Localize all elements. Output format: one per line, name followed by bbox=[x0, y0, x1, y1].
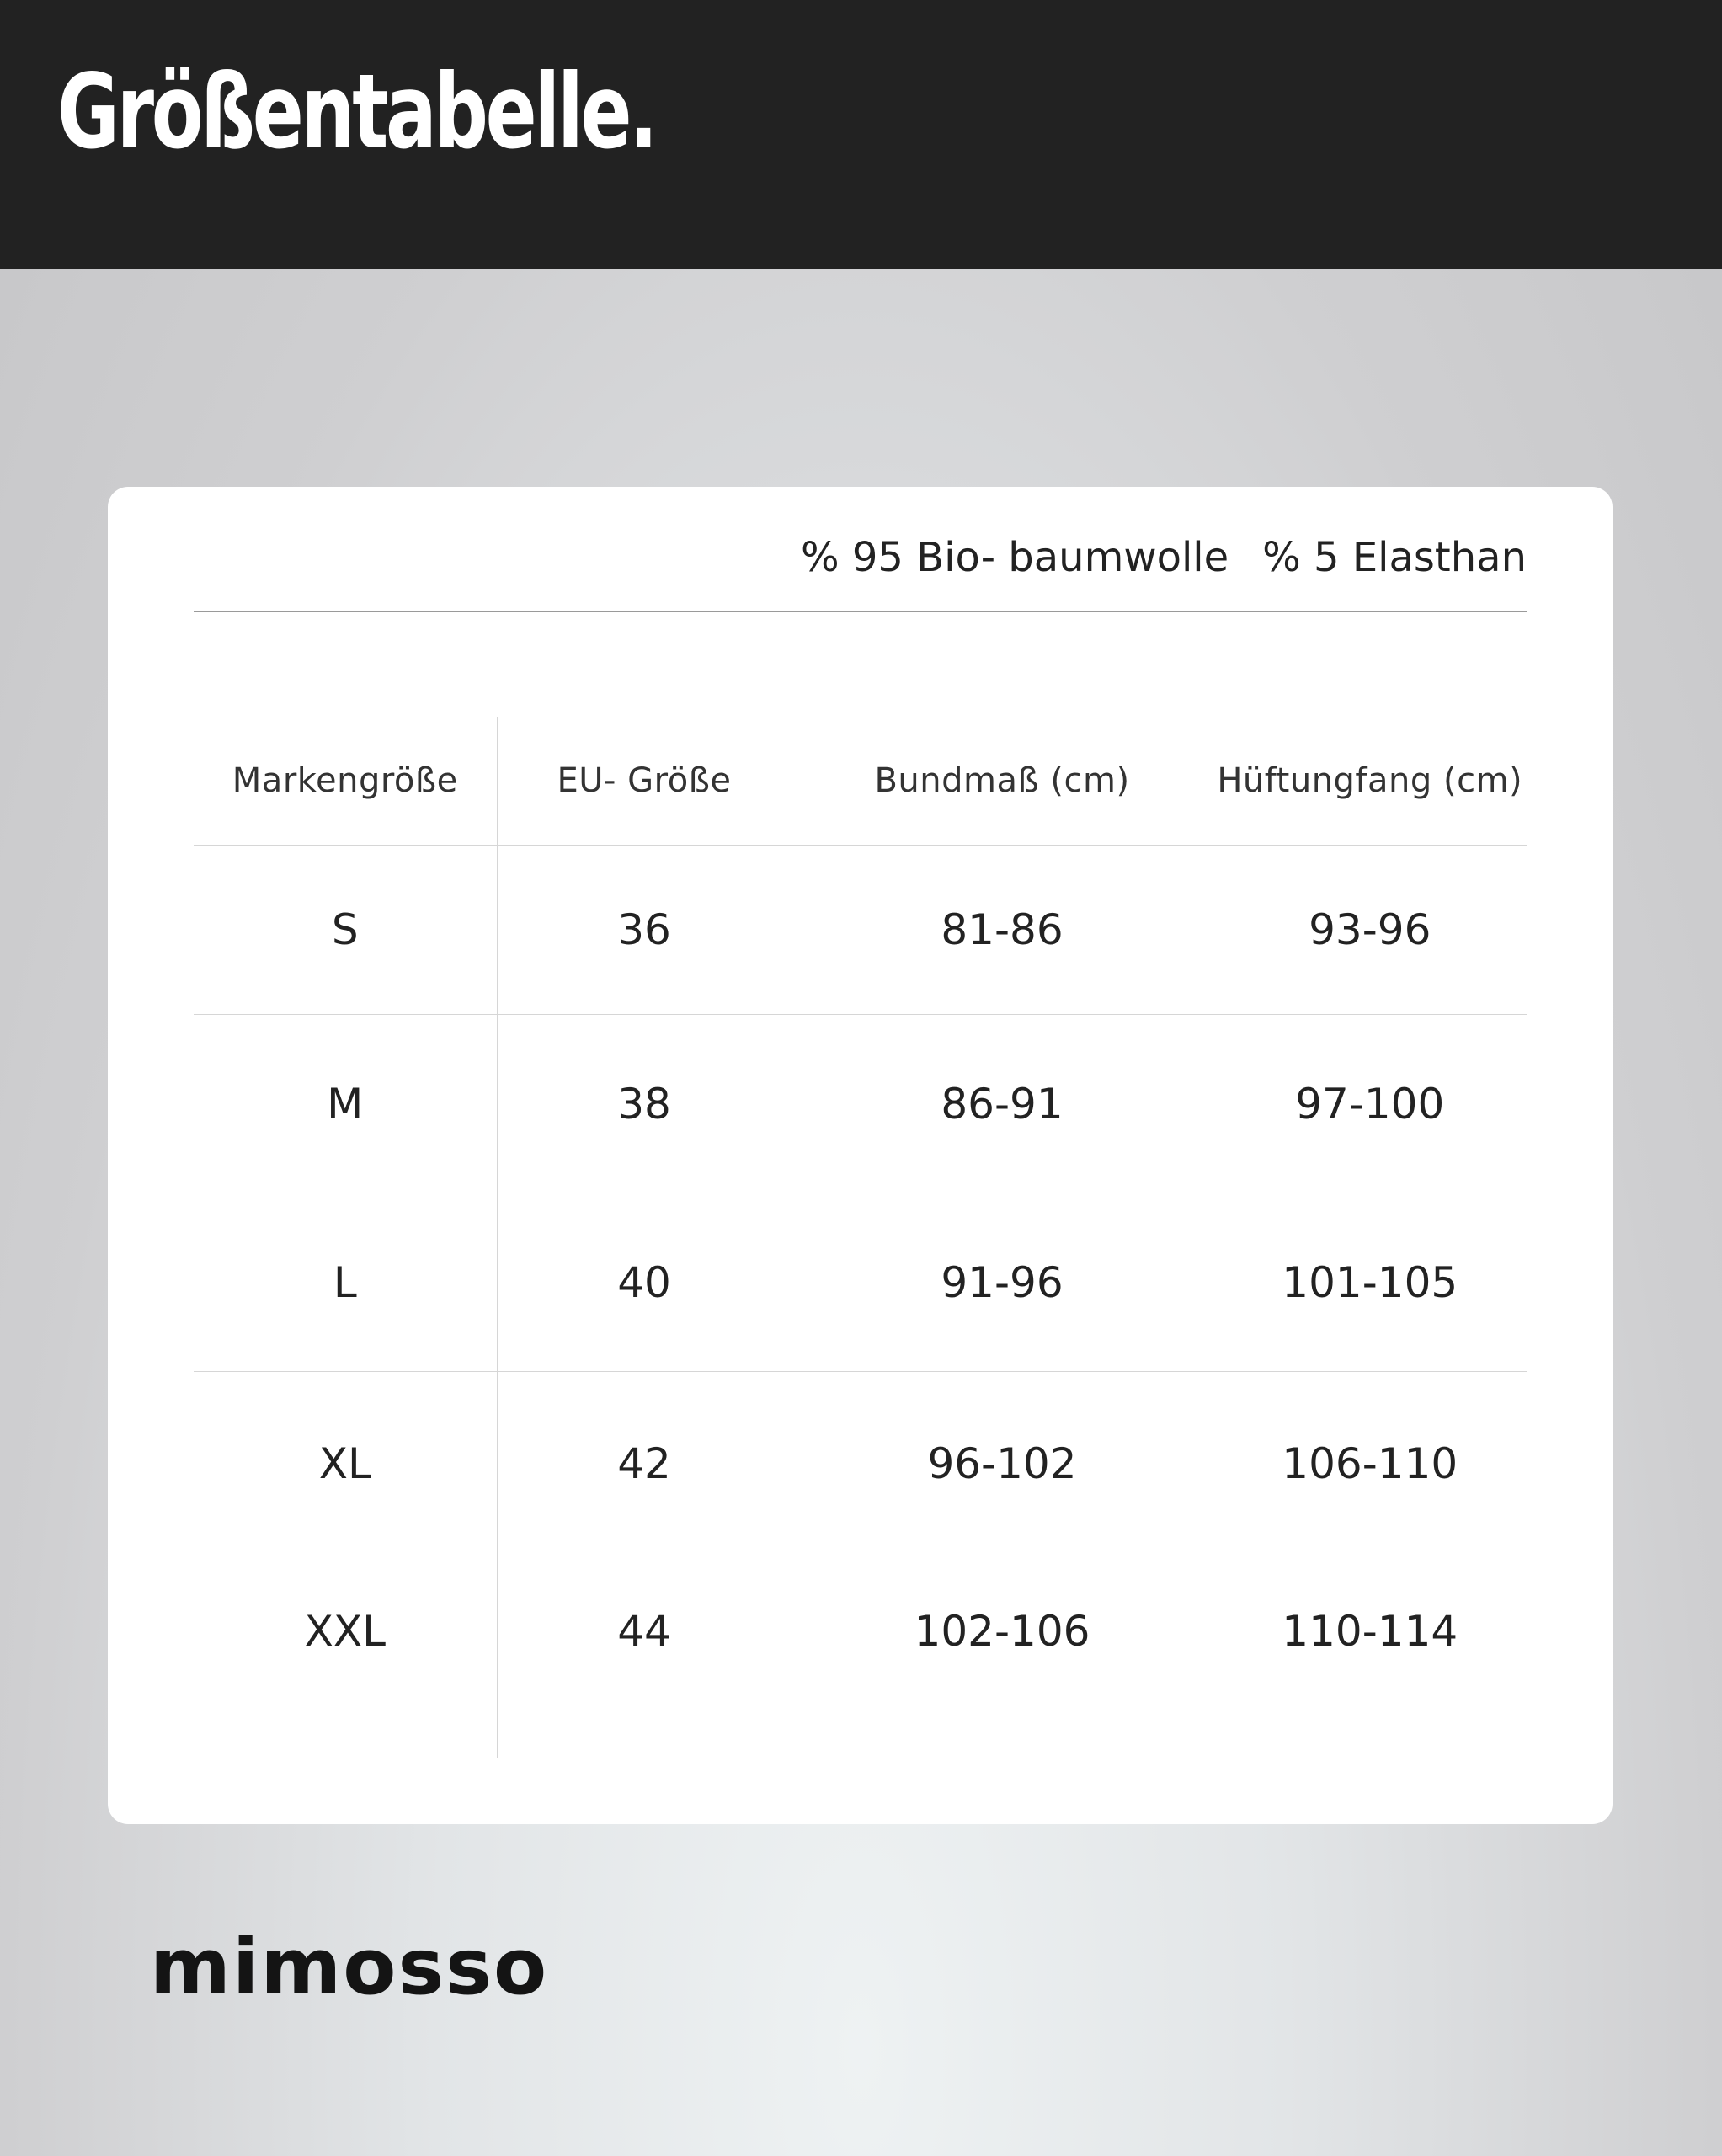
table-row bbox=[194, 1556, 1527, 1758]
table-row bbox=[194, 1193, 1527, 1372]
cell-waist: 91-96 bbox=[792, 1193, 1213, 1372]
cell-eu-size: 40 bbox=[497, 1193, 792, 1372]
cell-brand-size: XL bbox=[194, 1372, 497, 1556]
cell-eu-size: 38 bbox=[497, 1015, 792, 1193]
header-bar bbox=[0, 0, 1722, 269]
cell-hip: 93-96 bbox=[1213, 846, 1527, 1015]
cell-eu-size: 42 bbox=[497, 1372, 792, 1556]
material-cotton: % 95 Bio- baumwolle bbox=[800, 534, 1229, 581]
cell-hip: 101-105 bbox=[1213, 1193, 1527, 1372]
header-hip: Hüftungfang (cm) bbox=[1213, 717, 1527, 846]
cell-eu-size: 44 bbox=[497, 1556, 792, 1758]
material-composition bbox=[800, 534, 1527, 581]
table-header-row bbox=[194, 717, 1527, 846]
cell-hip: 97-100 bbox=[1213, 1015, 1527, 1193]
table-row bbox=[194, 1372, 1527, 1556]
header-eu-size: EU- Größe bbox=[497, 717, 792, 846]
cell-hip: 110-114 bbox=[1213, 1556, 1527, 1758]
size-table bbox=[194, 717, 1527, 1758]
cell-eu-size: 36 bbox=[497, 846, 792, 1015]
size-chart-card bbox=[108, 487, 1613, 1824]
header-brand-size: Markengröße bbox=[232, 761, 458, 800]
cell-waist: 96-102 bbox=[792, 1372, 1213, 1556]
table-row bbox=[194, 1015, 1527, 1193]
material-elastane: % 5 Elasthan bbox=[1262, 534, 1527, 581]
table-row bbox=[194, 846, 1527, 1015]
cell-waist: 81-86 bbox=[792, 846, 1213, 1015]
brand-logo: mimosso bbox=[150, 1922, 549, 2012]
header-waist: Bundmaß (cm) bbox=[792, 717, 1213, 846]
cell-waist: 86-91 bbox=[792, 1015, 1213, 1193]
cell-hip: 106-110 bbox=[1213, 1372, 1527, 1556]
cell-brand-size: XXL bbox=[194, 1556, 497, 1758]
page-title: Größentabelle. bbox=[57, 52, 656, 172]
divider bbox=[194, 611, 1527, 612]
cell-waist: 102-106 bbox=[792, 1556, 1213, 1758]
cell-brand-size: S bbox=[194, 846, 497, 1015]
cell-brand-size: M bbox=[194, 1015, 497, 1193]
cell-brand-size: L bbox=[194, 1193, 497, 1372]
